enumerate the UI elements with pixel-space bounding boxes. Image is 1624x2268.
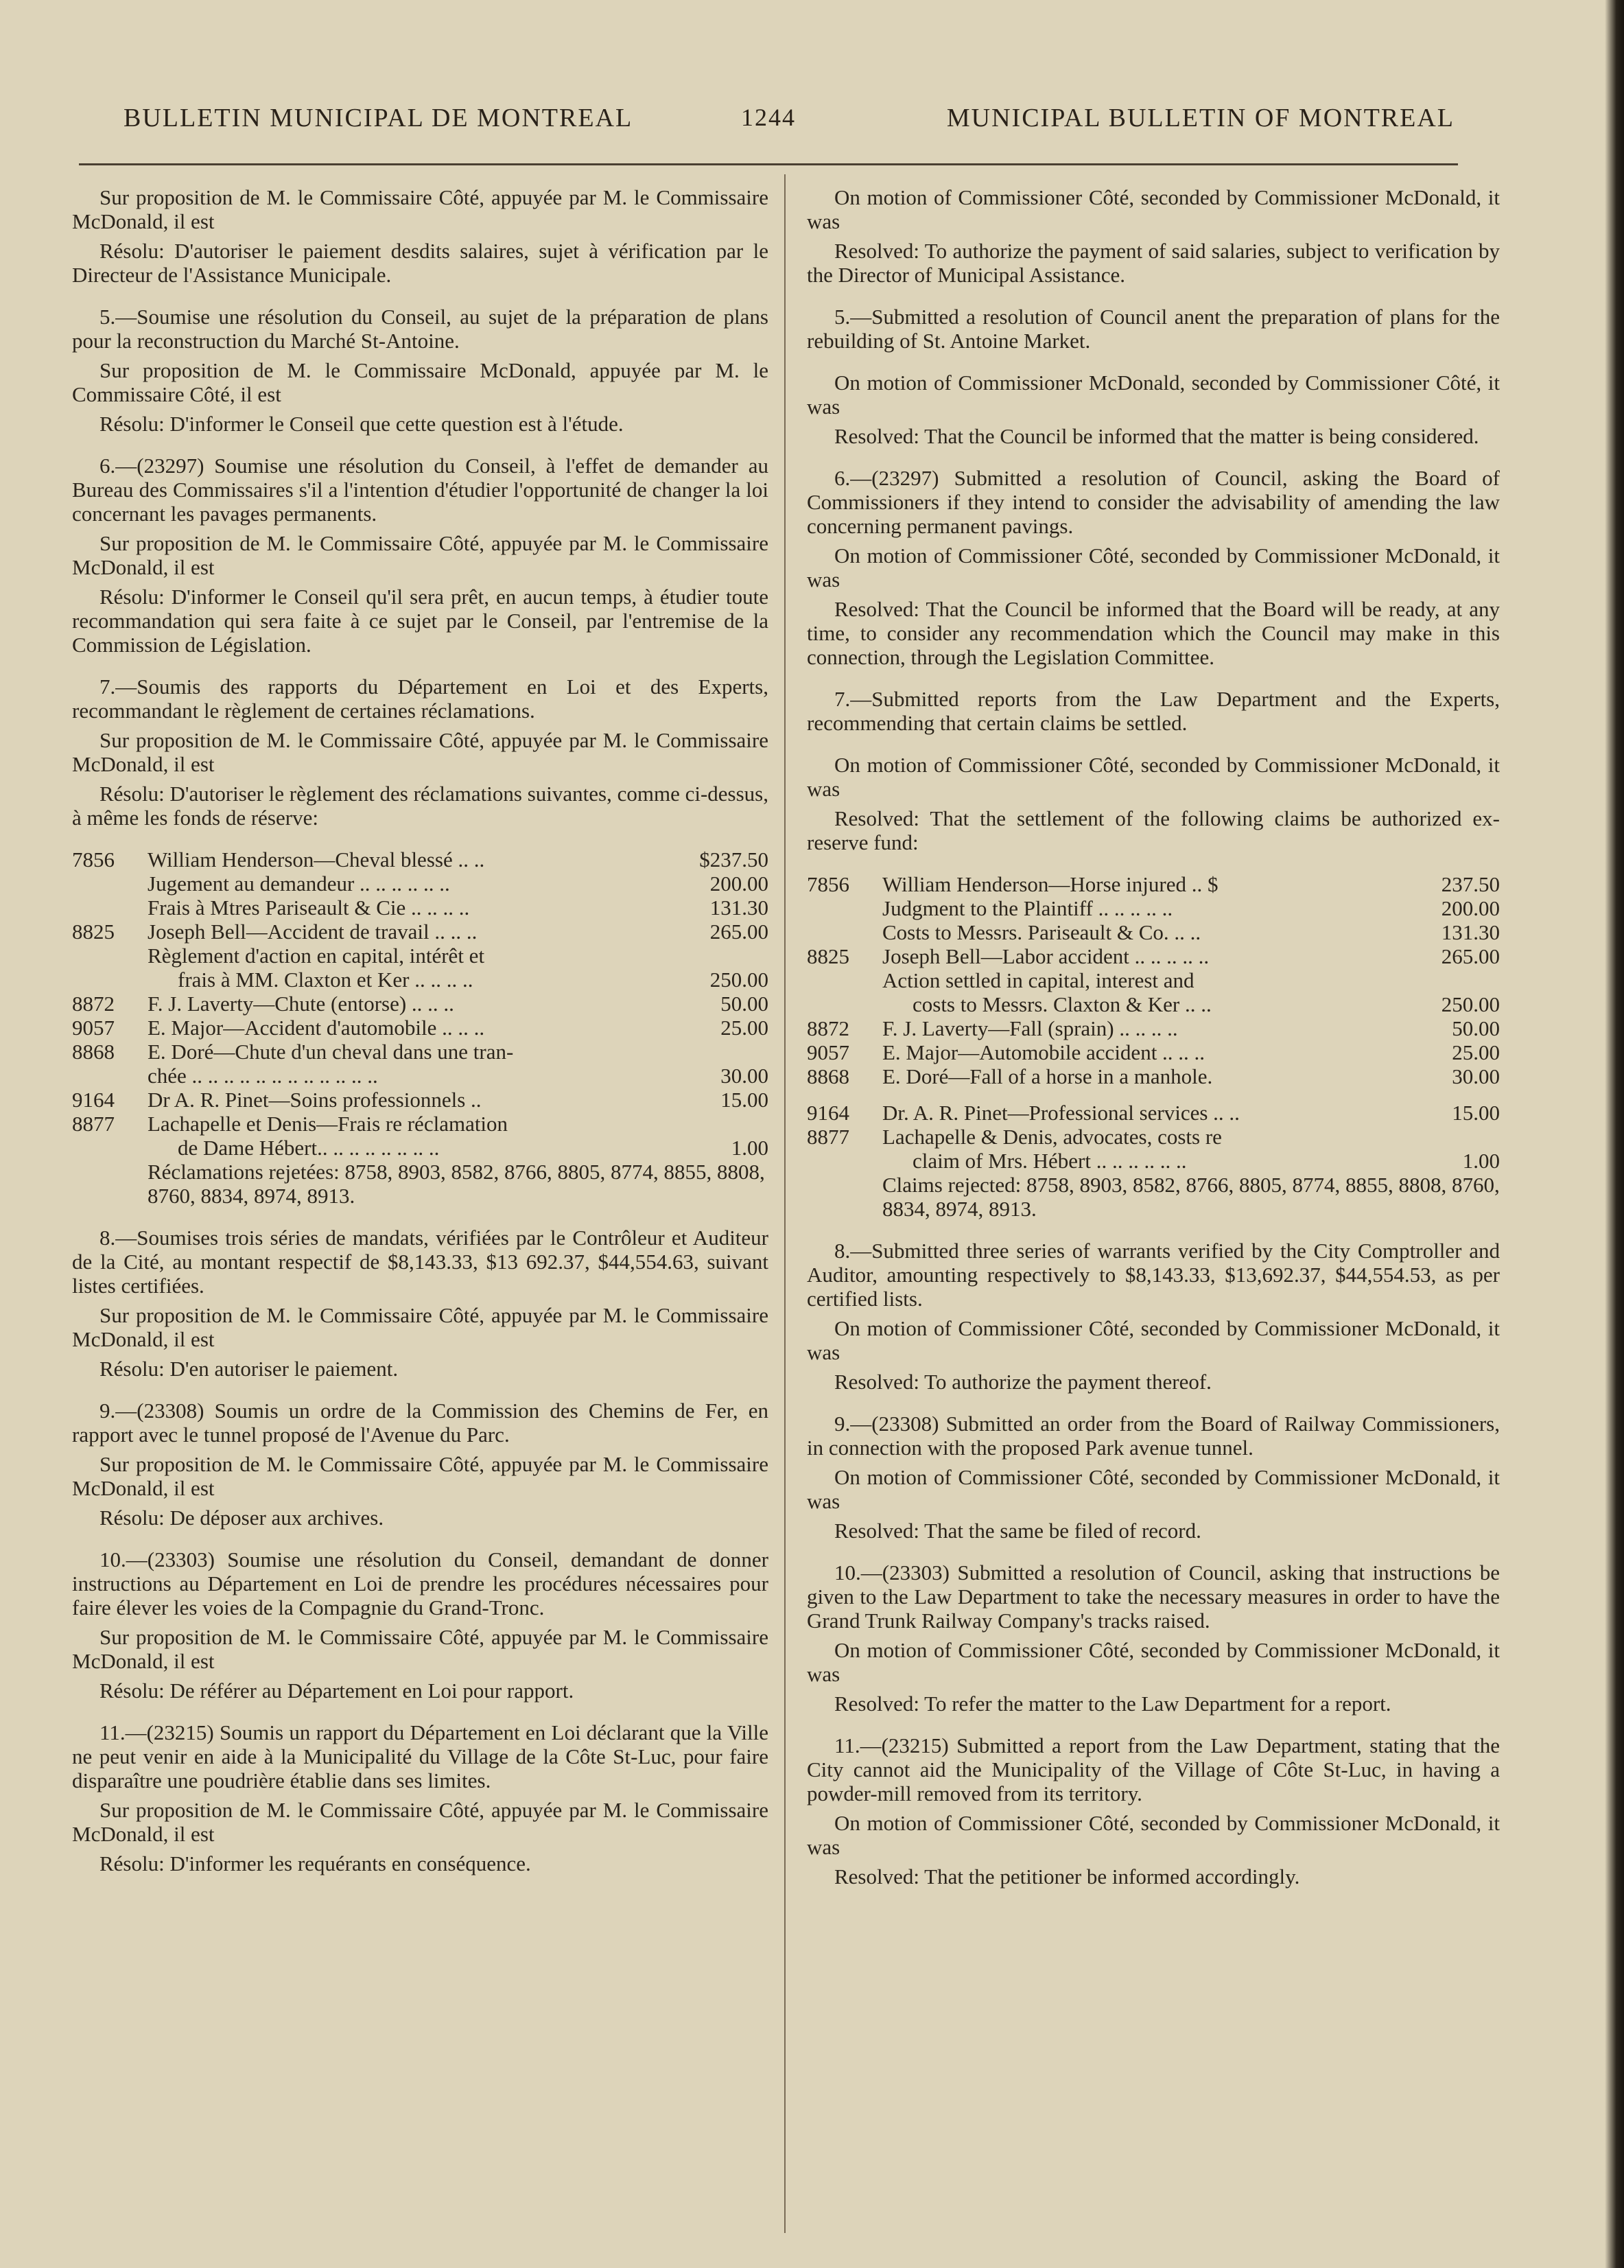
claim-number: 9164 <box>72 1088 115 1112</box>
paragraph: Sur proposition de M. le Commissaire Côté, appuyée par M. le Commissaire McDonald, il est <box>72 1303 768 1351</box>
claim-amount: $237.50 <box>699 847 768 872</box>
paragraph: On motion of Commissioner Côté, seconded by Commissioner McDonald, it was <box>807 1465 1500 1513</box>
claim-amount: 1.00 <box>1462 1149 1500 1173</box>
claim-text: Dr A. R. Pinet—Soins professionnels .. <box>148 1088 482 1112</box>
claim-text: de Dame Hébert.. .. .. .. .. .. .. .. <box>178 1136 440 1160</box>
claim-number: 8877 <box>72 1112 115 1136</box>
claim-amount: 50.00 <box>1452 1016 1500 1040</box>
paragraph: Résolu: D'informer le Conseil que cette question est à l'étude. <box>99 412 624 436</box>
paragraph: 6.—(23297) Submitted a resolution of Council, asking the Board of Commissioners if they intend to consider the advisability of amending the law concerning permanent pavings. <box>807 466 1500 538</box>
claim-text: E. Major—Automobile accident .. .. .. <box>882 1040 1205 1064</box>
page-header <box>82 103 1455 137</box>
paragraph: Résolu: D'autoriser le règlement des réclamations suivantes, comme ci-dessus, à même les fonds de réserve: <box>72 782 768 830</box>
claim-text: William Henderson—Horse injured .. $ <box>882 872 1219 896</box>
paragraph: 11.—(23215) Soumis un rapport du Département en Loi déclarant que la Ville ne peut venir en aide à la Municipalité du Village de la Côte St-Luc, pour faire disparaître une poudrière établie dans ses limites. <box>72 1720 768 1792</box>
paragraph: Résolu: D'en autoriser le paiement. <box>99 1357 399 1381</box>
paragraph: 10.—(23303) Soumise une résolution du Conseil, demandant de donner instructions au Département en Loi de prendre les procédures nécessaires pour faire élever les voies de la Compagnie du Grand-Tronc. <box>72 1547 768 1620</box>
paragraph: Resolved: To refer the matter to the Law Department for a report. <box>834 1692 1391 1716</box>
claim-entry <box>807 872 1500 944</box>
claim-number: 7856 <box>72 847 115 872</box>
claim-text: Joseph Bell—Accident de travail .. .. .. <box>148 920 478 944</box>
claim-amount: 265.00 <box>1441 944 1500 968</box>
claim-amount: 250.00 <box>1441 992 1500 1016</box>
paragraph: Sur proposition de M. le Commissaire Côté, appuyée par M. le Commissaire McDonald, il est <box>72 728 768 776</box>
claim-entry <box>72 992 768 1016</box>
claim-entry <box>807 1101 1500 1125</box>
paragraph: 9.—(23308) Submitted an order from the Board of Railway Commissioners, in connection with the proposed Park avenue tunnel. <box>807 1412 1500 1460</box>
paragraph: On motion of Commissioner Côté, seconded by Commissioner McDonald, it was <box>807 753 1500 801</box>
claim-text: Jugement au demandeur .. .. .. .. .. .. <box>148 872 450 896</box>
paragraph: Sur proposition de M. le Commissaire Côté, appuyée par M. le Commissaire McDonald, il est <box>72 1625 768 1673</box>
paragraph: 8.—Soumises trois séries de mandats, vérifiées par le Contrôleur et Auditeur de la Cité, au montant respectif de $8,143.33, $13 692.37, $44,554.63, suivant listes certifiées. <box>72 1226 768 1298</box>
claim-amount: 30.00 <box>720 1064 768 1088</box>
claim-amount: 25.00 <box>1452 1040 1500 1064</box>
claim-text: Action settled in capital, interest and <box>882 968 1195 992</box>
claim-entry <box>807 1016 1500 1040</box>
paragraph: Resolved: That the Council be informed that the matter is being considered. <box>834 424 1479 448</box>
claim-amount: 237.50 <box>1441 872 1500 896</box>
paragraph: On motion of Commissioner Côté, seconded by Commissioner McDonald, it was <box>807 1316 1500 1364</box>
claim-entry <box>807 1125 1500 1221</box>
claim-amount: 131.30 <box>1441 920 1500 944</box>
paragraph: On motion of Commissioner Côté, seconded by Commissioner McDonald, it was <box>807 1638 1500 1686</box>
paragraph: Resolved: To authorize the payment of said salaries, subject to verification by the Director of Municipal Assistance. <box>807 239 1500 287</box>
paragraph: Résolu: De déposer aux archives. <box>99 1506 384 1530</box>
paragraph: 7.—Submitted reports from the Law Department and the Experts, recommending that certain claims be settled. <box>807 687 1500 735</box>
claim-entry <box>72 847 768 920</box>
paragraph: Sur proposition de M. le Commissaire Côté, appuyée par M. le Commissaire McDonald, il est <box>72 185 768 233</box>
paragraph: Resolved: To authorize the payment thereof. <box>834 1370 1212 1394</box>
rejected-claims: Réclamations rejetées: 8758, 8903, 8582, 8766, 8805, 8774, 8855, 8808, 8760, 8834, 8974, 8913. <box>148 1160 765 1208</box>
claim-amount: 25.00 <box>720 1016 768 1040</box>
claim-number: 8872 <box>72 992 115 1016</box>
paragraph: Résolu: De référer au Département en Loi pour rapport. <box>99 1679 574 1703</box>
paragraph: 5.—Submitted a resolution of Council anent the preparation of plans for the rebuilding of St. Antoine Market. <box>807 305 1500 353</box>
claim-amount: 1.00 <box>731 1136 768 1160</box>
claim-text: William Henderson—Cheval blessé .. .. <box>148 847 485 872</box>
claim-number: 7856 <box>807 872 849 896</box>
claim-text: chée .. .. .. .. .. .. .. .. .. .. .. .. <box>148 1064 378 1088</box>
claim-text: Costs to Messrs. Pariseault & Co. .. .. <box>882 920 1201 944</box>
paragraph: Résolu: D'informer le Conseil qu'il sera prêt, en aucun temps, à étudier toute recommandation qui sera faite à ce sujet par le Conseil, par l'entremise de la Commission de Législation. <box>72 585 768 657</box>
claim-text: F. J. Laverty—Fall (sprain) .. .. .. .. <box>882 1016 1178 1040</box>
claim-text: Frais à Mtres Pariseault & Cie .. .. .. .. <box>148 896 470 920</box>
claim-number: 8868 <box>72 1040 115 1064</box>
paragraph: Resolved: That the Council be informed that the Board will be ready, at any time, to consider any recommendation which the Council may make in this connection, through the Legislation Committee. <box>807 597 1500 669</box>
claim-text: Joseph Bell—Labor accident .. .. .. .. .. <box>882 944 1210 968</box>
page-number: 1244 <box>741 104 796 131</box>
claim-number: 9057 <box>72 1016 115 1040</box>
claim-text: Lachapelle et Denis—Frais re réclamation <box>148 1112 508 1136</box>
rejected-claims: Claims rejected: 8758, 8903, 8582, 8766, 8805, 8774, 8855, 8808, 8760, 8834, 8974, 8913. <box>882 1173 1500 1221</box>
paragraph: 9.—(23308) Soumis un ordre de la Commission des Chemins de Fer, en rapport avec le tunnel proposé de l'Avenue du Parc. <box>72 1399 768 1447</box>
claim-amount: 250.00 <box>709 968 768 992</box>
french-column <box>72 185 768 1881</box>
claim-entry <box>72 1112 768 1208</box>
claim-entry <box>72 1088 768 1112</box>
claim-amount: 265.00 <box>709 920 768 944</box>
claim-amount: 30.00 <box>1452 1064 1500 1088</box>
header-english-title: MUNICIPAL BULLETIN OF MONTREAL <box>946 104 1455 132</box>
paragraph: 8.—Submitted three series of warrants verified by the City Comptroller and Auditor, amounting respectively to $8,143.33, $13,692.37, $44,554.53, as per certified lists. <box>807 1239 1500 1311</box>
paragraph: On motion of Commissioner Côté, seconded by Commissioner McDonald, it was <box>807 185 1500 233</box>
claim-number: 9164 <box>807 1101 849 1125</box>
scan-edge <box>1605 0 1624 2268</box>
claim-amount: 15.00 <box>720 1088 768 1112</box>
claim-entry <box>72 1040 768 1088</box>
claim-text: Règlement d'action en capital, intérêt et <box>148 944 485 968</box>
claims-list <box>807 872 1500 1221</box>
paragraph: Resolved: That the same be filed of record. <box>834 1519 1201 1543</box>
claim-entry <box>807 1064 1500 1088</box>
claim-amount: 200.00 <box>1441 896 1500 920</box>
claim-amount: 15.00 <box>1452 1101 1500 1125</box>
claims-list <box>72 847 768 1208</box>
claim-text: E. Major—Accident d'automobile .. .. .. <box>148 1016 485 1040</box>
claim-text: E. Doré—Fall of a horse in a manhole. <box>882 1064 1213 1088</box>
header-rule <box>79 163 1458 165</box>
claim-text: frais à MM. Claxton et Ker .. .. .. .. <box>178 968 473 992</box>
paragraph: Resolved: That the petitioner be informed accordingly. <box>834 1864 1300 1889</box>
paragraph: Resolved: That the settlement of the following claims be authorized ex-reserve fund: <box>807 806 1500 854</box>
paragraph: 11.—(23215) Submitted a report from the Law Department, stating that the City cannot aid the Municipality of the Village of Côte St-Luc, in having a powder-mill removed from its territory. <box>807 1733 1500 1805</box>
column-divider <box>784 174 786 2233</box>
header-french-title: BULLETIN MUNICIPAL DE MONTREAL <box>123 104 633 132</box>
paragraph: On motion of Commissioner Côté, seconded by Commissioner McDonald, it was <box>807 543 1500 592</box>
claim-number: 8868 <box>807 1064 849 1088</box>
claim-amount: 131.30 <box>709 896 768 920</box>
claim-text: Dr. A. R. Pinet—Professional services .. .. <box>882 1101 1240 1125</box>
claim-number: 8825 <box>807 944 849 968</box>
paragraph: Résolu: D'informer les requérants en conséquence. <box>99 1851 531 1875</box>
paragraph: Sur proposition de M. le Commissaire Côté, appuyée par M. le Commissaire McDonald, il est <box>72 1798 768 1846</box>
claim-text: E. Doré—Chute d'un cheval dans une tran- <box>148 1040 514 1064</box>
claim-number: 8872 <box>807 1016 849 1040</box>
paragraph: 7.—Soumis des rapports du Département en Loi et des Experts, recommandant le règlement de certaines réclamations. <box>72 675 768 723</box>
paragraph: 5.—Soumise une résolution du Conseil, au sujet de la préparation de plans pour la reconstruction du Marché St-Antoine. <box>72 305 768 353</box>
claim-entry <box>72 920 768 992</box>
claim-entry <box>72 1016 768 1040</box>
claim-text: Lachapelle & Denis, advocates, costs re <box>882 1125 1222 1149</box>
claim-number: 9057 <box>807 1040 849 1064</box>
paragraph: On motion of Commissioner McDonald, seconded by Commissioner Côté, it was <box>807 371 1500 419</box>
claim-entry <box>807 1040 1500 1064</box>
paragraph: Résolu: D'autoriser le paiement desdits salaires, sujet à vérification par le Directeur de l'Assistance Municipale. <box>72 239 768 287</box>
paragraph: Sur proposition de M. le Commissaire McDonald, appuyée par M. le Commissaire Côté, il est <box>72 358 768 406</box>
paragraph: 6.—(23297) Soumise une résolution du Conseil, à l'effet de demander au Bureau des Commissaires s'il a l'intention d'étudier l'opportunité de changer la loi concernant les pavages permanents. <box>72 454 768 526</box>
claim-amount: 200.00 <box>709 872 768 896</box>
claim-number: 8825 <box>72 920 115 944</box>
paragraph: Sur proposition de M. le Commissaire Côté, appuyée par M. le Commissaire McDonald, il est <box>72 531 768 579</box>
claim-text: Judgment to the Plaintiff .. .. .. .. .. <box>882 896 1173 920</box>
paragraph: Sur proposition de M. le Commissaire Côté, appuyée par M. le Commissaire McDonald, il est <box>72 1452 768 1500</box>
paragraph: On motion of Commissioner Côté, seconded by Commissioner McDonald, it was <box>807 1811 1500 1859</box>
english-column <box>807 185 1500 1894</box>
paragraph: 10.—(23303) Submitted a resolution of Council, asking that instructions be given to the Law Department to take the necessary measures in order to have the Grand Trunk Railway Company's tracks raised. <box>807 1560 1500 1633</box>
claim-text: F. J. Laverty—Chute (entorse) .. .. .. <box>148 992 454 1016</box>
claim-entry <box>807 944 1500 1016</box>
claim-amount: 50.00 <box>720 992 768 1016</box>
claim-number: 8877 <box>807 1125 849 1149</box>
claim-text: claim of Mrs. Hébert .. .. .. .. .. .. <box>913 1149 1187 1173</box>
claim-text: costs to Messrs. Claxton & Ker .. .. <box>913 992 1212 1016</box>
